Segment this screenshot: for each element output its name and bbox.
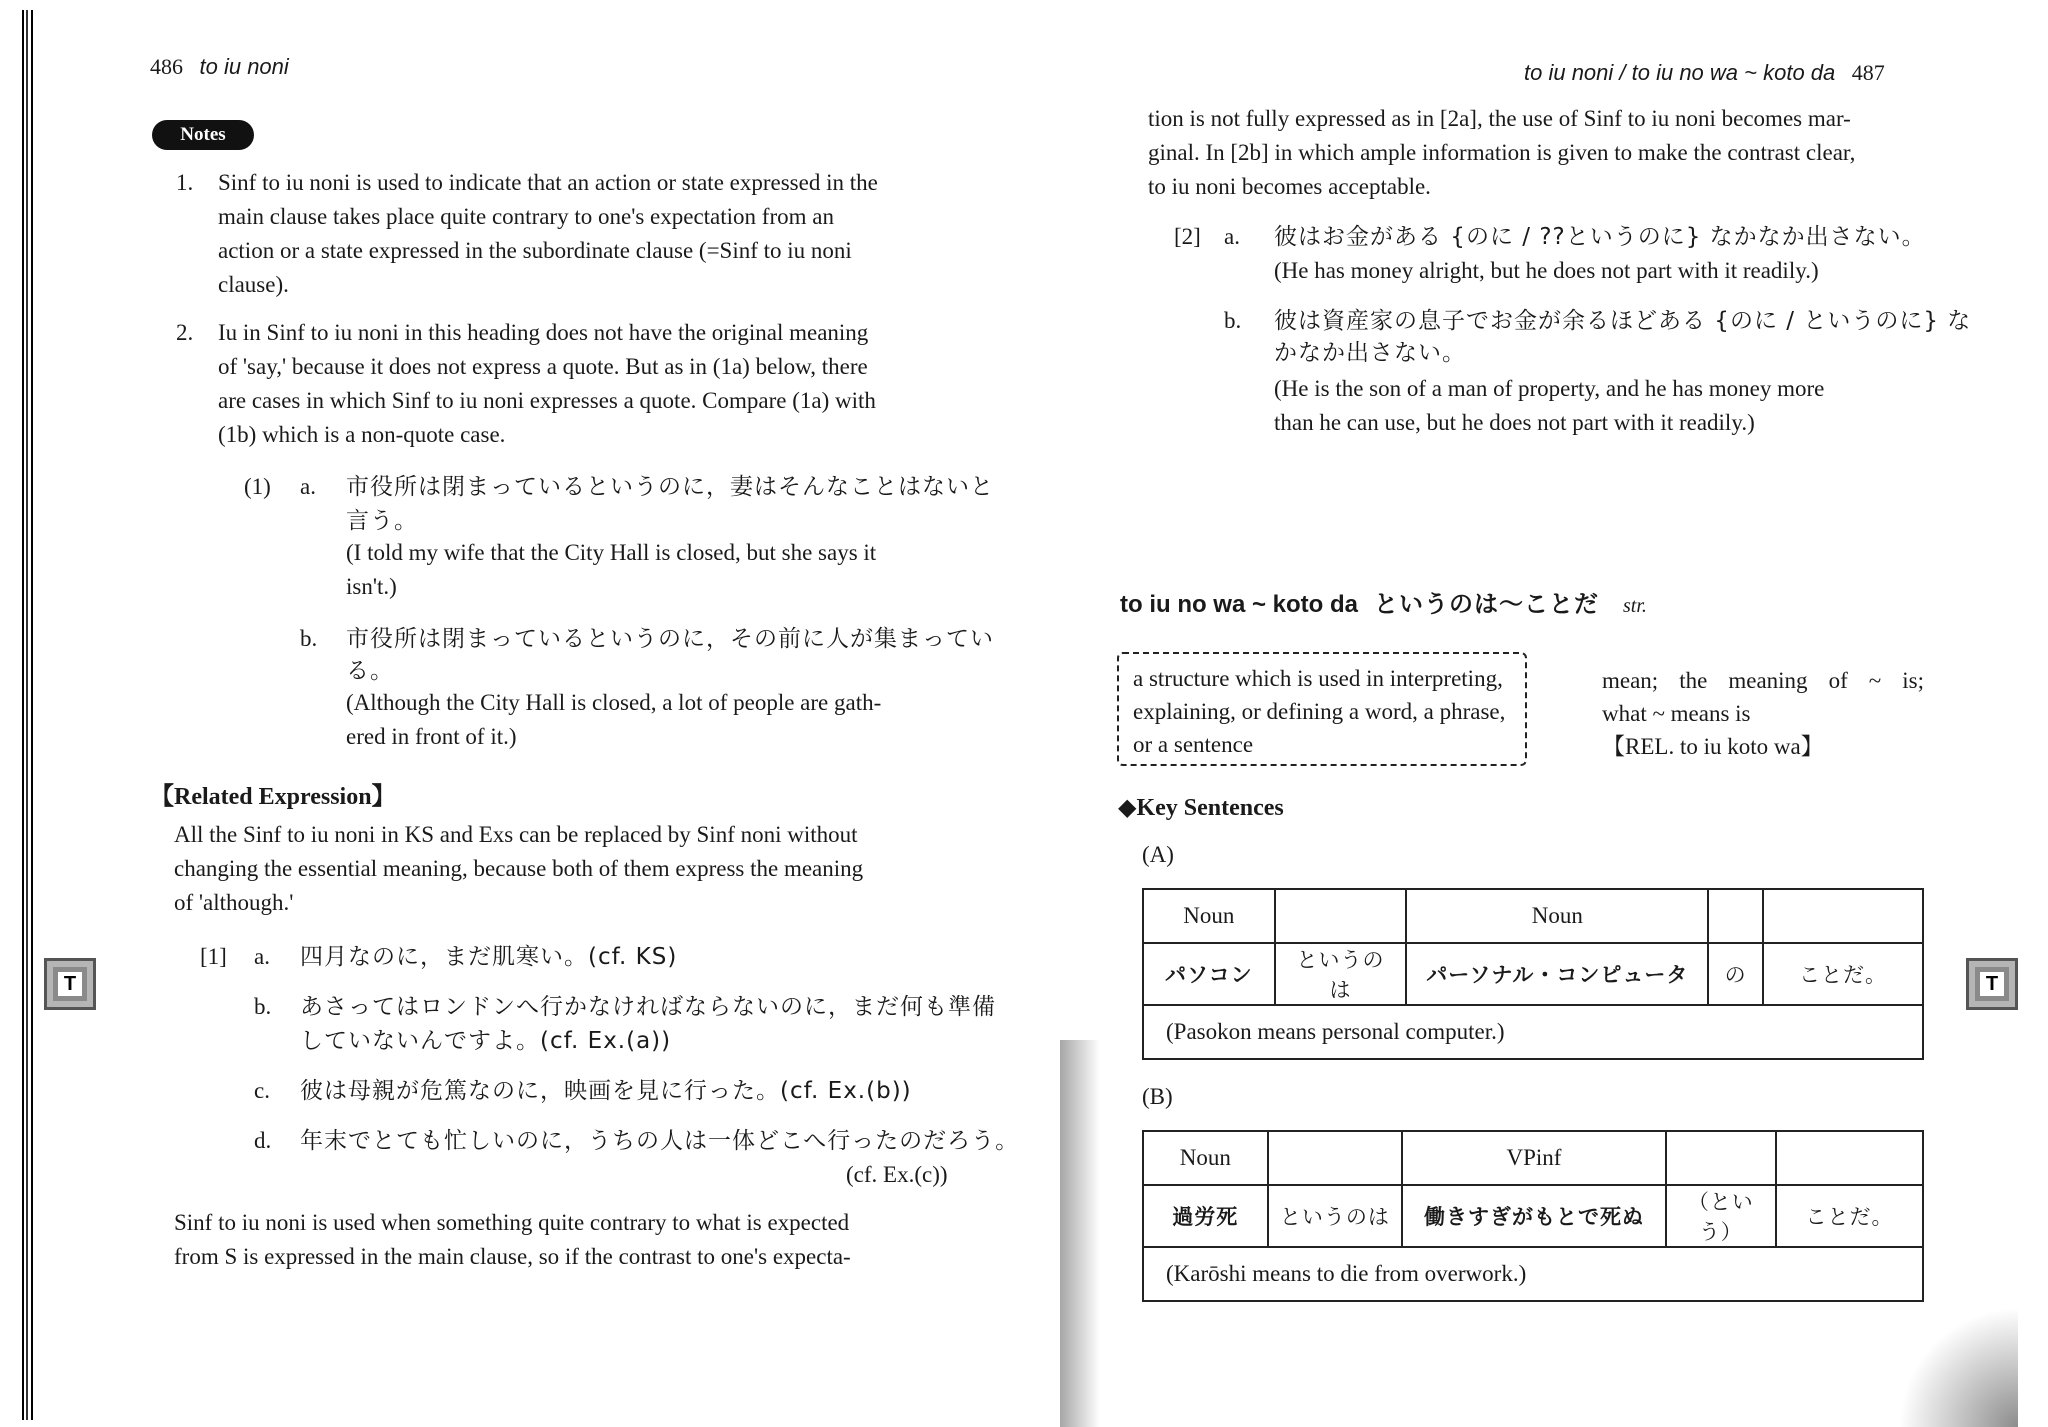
notes-label: Notes <box>152 120 254 150</box>
rel1c-label: c. <box>254 1078 270 1103</box>
rel1d-label: d. <box>254 1128 272 1153</box>
entry-title-romaji: to iu no wa ~ koto da <box>1120 591 1359 618</box>
note1-line: action or a state expressed in the subordinate clause (=Sinf to iu noni <box>218 238 852 263</box>
ks-a-cell: パーソナル・コンピュータ <box>1406 943 1708 1005</box>
ex2b-translation-line1: (He is the son of a man of property, and he has money more <box>1274 376 1825 401</box>
note1-text <box>218 166 956 302</box>
left-page-number: 486 <box>150 54 183 79</box>
entry-category: str. <box>1623 595 1647 617</box>
closing-line: from S is expressed in the main clause, so if the contrast to one's expecta- <box>174 1244 851 1269</box>
ks-b-head-cell <box>1666 1131 1776 1185</box>
ks-a-head-cell <box>1763 889 1923 943</box>
rel1a-label: a. <box>254 944 270 969</box>
closing-line: Sinf to iu noni is used when something quite contrary to what is expected <box>174 1210 850 1235</box>
ks-a-table <box>1142 888 1924 1060</box>
ks-b-head-cell <box>1268 1131 1403 1185</box>
continued-line: tion is not fully expressed as in [2a], the use of Sinf to iu noni becomes mar- <box>1148 106 1851 131</box>
ks-b-table <box>1142 1130 1924 1302</box>
ks-a-translation-row <box>1143 1005 1923 1059</box>
ex1a-translation-line2: isn't.) <box>346 574 397 599</box>
ex1b-label: b. <box>300 626 318 651</box>
right-running-title: to iu noni / to iu no wa ~ koto da <box>1524 60 1836 85</box>
left-running-title: to iu noni <box>199 54 289 79</box>
note1-number: 1. <box>176 170 194 195</box>
related-reference: 【REL. to iu koto wa】 <box>1602 734 1824 759</box>
ks-b-head-cell: VPinf <box>1402 1131 1665 1185</box>
ex1a-translation-line1: (I told my wife that the City Hall is closed, but she says it <box>346 540 877 565</box>
ks-a-sentence-row <box>1143 943 1923 1005</box>
ex1b-translation-line2: ered in front of it.) <box>346 724 517 749</box>
related-line: All the Sinf to iu noni in KS and Exs can be replaced by Sinf noni without <box>174 822 858 847</box>
closing-paragraph <box>174 1206 956 1274</box>
rel1c-text: 彼は母親が危篤なのに，映画を見に行った。(cf. Ex.(b)) <box>300 1078 912 1104</box>
thumb-index-letter: T <box>58 972 82 996</box>
ks-b-cell: 過労死 <box>1143 1185 1268 1247</box>
ex1b-translation-line1: (Although the City Hall is closed, a lot of people are gath- <box>346 690 882 715</box>
meaning-block <box>1602 664 1924 763</box>
ks-a-translation: (Pasokon means personal computer.) <box>1143 1005 1923 1059</box>
ks-b-header-row <box>1143 1131 1923 1185</box>
ks-b-sentence-row <box>1143 1185 1923 1247</box>
ex2a-japanese: 彼はお金がある {のに / ??というのに} なかなか出さない。 <box>1274 224 1926 250</box>
note2-line: are cases in which Sinf to iu noni expresses a quote. Compare (1a) with <box>218 388 876 413</box>
ex2b-japanese-line2: かなか出さない。 <box>1274 340 1466 366</box>
related-line: changing the essential meaning, because both of them express the meaning <box>174 856 864 881</box>
ex2-number: [2] <box>1174 224 1201 249</box>
ks-b-cell: 働きすぎがもとで死ぬ <box>1402 1185 1665 1247</box>
right-page-number: 487 <box>1851 60 1885 85</box>
related-line: of 'although.' <box>174 890 294 915</box>
ks-a-cell: の <box>1708 943 1763 1005</box>
note2-number: 2. <box>176 320 194 345</box>
ex2b-japanese-line1: 彼は資産家の息子でお金が余るほどある {のに / というのに} な <box>1274 308 1972 334</box>
continued-paragraph <box>1148 102 1988 204</box>
ks-b-head-cell <box>1776 1131 1923 1185</box>
ks-a-head-cell: Noun <box>1406 889 1708 943</box>
entry-heading <box>1120 584 1647 619</box>
ks-b-translation: (Karōshi means to die from overwork.) <box>1143 1247 1923 1301</box>
rel1b-label: b. <box>254 994 272 1019</box>
note2-line: of 'say,' because it does not express a quote. But as in (1a) below, there <box>218 354 868 379</box>
thumb-index-letter-right: T <box>1980 972 2004 996</box>
note1-line: Sinf to iu noni is used to indicate that an action or state expressed in the <box>218 170 878 195</box>
ex2b-translation-line2: than he can use, but he does not part with it readily.) <box>1274 410 1755 435</box>
ex1b-japanese-line2: る。 <box>346 658 394 684</box>
ex2a-translation: (He has money alright, but he does not part with it readily.) <box>1274 258 1819 283</box>
thumb-index-tab-right <box>1966 958 2018 1010</box>
definition-box: a structure which is used in interpreting, explaining, or defining a word, a phrase, or a sentence <box>1117 652 1527 766</box>
ks-a-head-cell: Noun <box>1143 889 1275 943</box>
rel1b-text-line1: あさってはロンドンへ行かなければならないのに，まだ何も準備 <box>300 994 996 1020</box>
ks-a-cell: パソコン <box>1143 943 1275 1005</box>
related-expression-text <box>174 818 956 920</box>
ks-b-head-cell: Noun <box>1143 1131 1268 1185</box>
ks-a-label: (A) <box>1142 842 1174 867</box>
ks-b-label: (B) <box>1142 1084 1173 1109</box>
note2-line: (1b) which is a non-quote case. <box>218 422 506 447</box>
rel1d-text-line2: (cf. Ex.(c)) <box>846 1162 948 1187</box>
ex2b-label: b. <box>1224 308 1242 333</box>
rel1d-text-line1: 年末でとても忙しいのに，うちの人は一体どこへ行ったのだろう。 <box>300 1128 1020 1154</box>
note2-text <box>218 316 956 452</box>
ex1b-japanese-line1: 市役所は閉まっているというのに，その前に人が集まってい <box>346 626 994 652</box>
ks-b-cell: というのは <box>1268 1185 1403 1247</box>
ks-a-head-cell <box>1275 889 1407 943</box>
note2-line: Iu in Sinf to iu noni in this heading does not have the original meaning <box>218 320 869 345</box>
key-sentences-heading: ◆Key Sentences <box>1118 795 1284 821</box>
ex1-number: (1) <box>244 474 271 499</box>
ex2a-label: a. <box>1224 224 1240 249</box>
rel1a-text: 四月なのに，まだ肌寒い。(cf. KS) <box>300 944 678 970</box>
ks-a-header-row <box>1143 889 1923 943</box>
ks-a-cell: というのは <box>1275 943 1407 1005</box>
ks-b-translation-row <box>1143 1247 1923 1301</box>
rel1-number: [1] <box>200 944 227 969</box>
ex1a-label: a. <box>300 474 316 499</box>
thumb-index-tab <box>44 958 96 1010</box>
continued-line: to iu noni becomes acceptable. <box>1148 174 1431 199</box>
meaning-line2: what ~ means is <box>1602 701 1751 726</box>
ks-b-cell: ことだ。 <box>1776 1185 1923 1247</box>
ex1a-japanese-line2: 言う。 <box>346 508 418 534</box>
rel1b-text-line2: していないんですよ。(cf. Ex.(a)) <box>300 1028 672 1054</box>
left-running-head <box>150 54 289 80</box>
meaning-line1: mean; the meaning of ~ is; <box>1602 668 1924 693</box>
right-running-head <box>1524 60 1885 86</box>
ks-b-cell: （という） <box>1666 1185 1776 1247</box>
note1-line: main clause takes place quite contrary to one's expectation from an <box>218 204 834 229</box>
ks-a-head-cell <box>1708 889 1763 943</box>
note1-line: clause). <box>218 272 289 297</box>
ex1a-japanese-line1: 市役所は閉まっているというのに，妻はそんなことはないと <box>346 474 994 500</box>
continued-line: ginal. In [2b] in which ample information is given to make the contrast clear, <box>1148 140 1856 165</box>
ks-a-cell: ことだ。 <box>1763 943 1923 1005</box>
related-expression-heading: 【Related Expression】 <box>150 784 396 810</box>
entry-title-japanese: というのは～ことだ <box>1374 590 1600 618</box>
